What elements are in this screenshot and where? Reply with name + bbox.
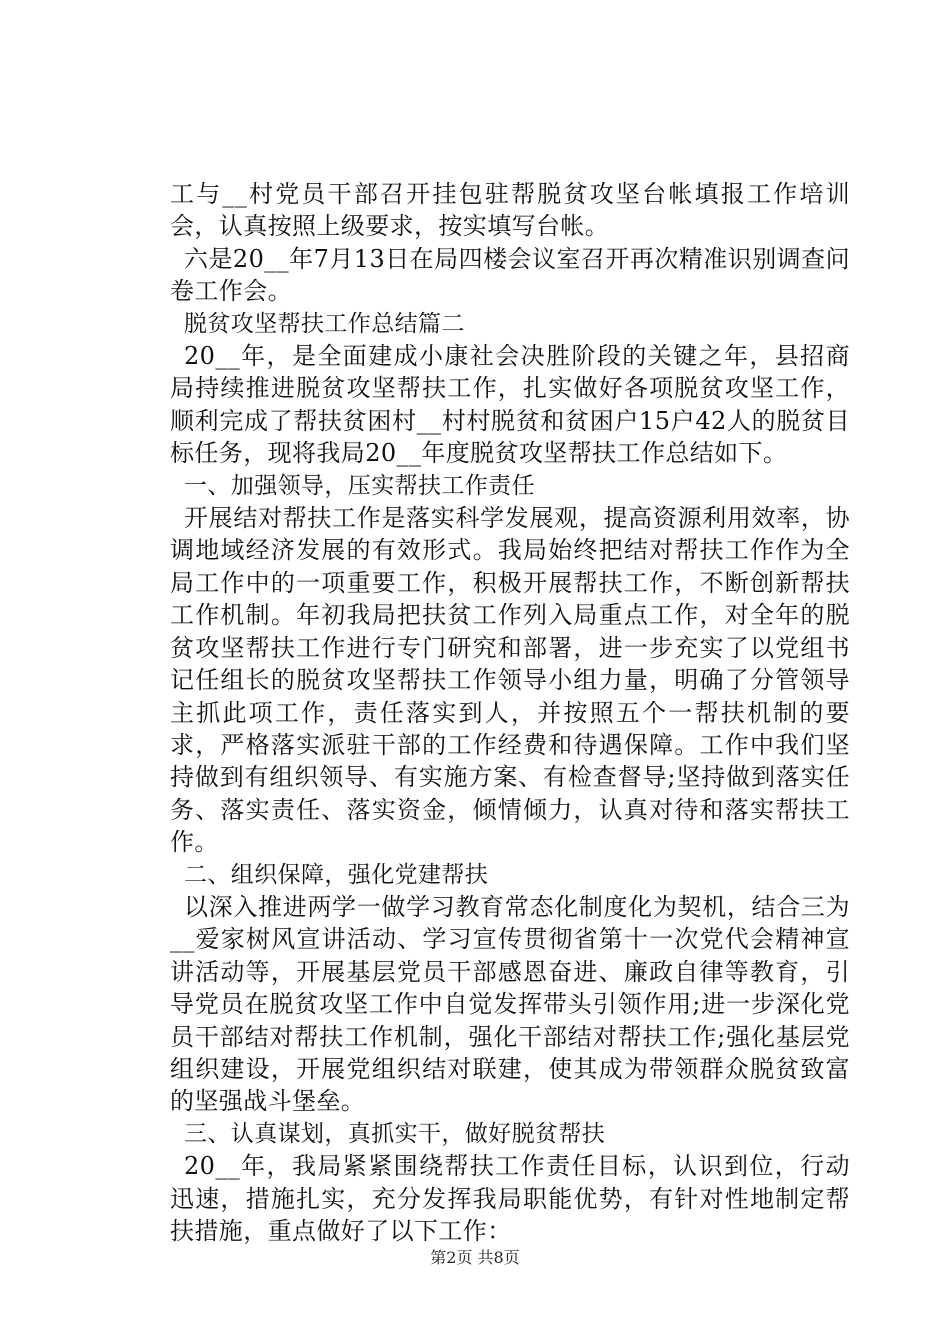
heading-three: 三、认真谋划，真抓实干，做好脱贫帮扶 (184, 1120, 606, 1147)
paragraph-two: 以深入推进两学一做学习教育常态化制度化为契机，结合三为__爱家树风宣讲活动、学习宣传贯彻省第十一次党代会精神宣讲活动等，开展基层党员干部感恩奋进、廉政自律等教育，引导党员在脱贫攻坚工作中自觉发挥带头引领作用;进一步深化党员干部结对帮扶工作机制，强化干部结对帮扶工作;强化基层党组织建设，开展党组织结对联建，使其成为带领群众脱贫致富的坚强战斗堡垒。 (170, 892, 850, 1116)
paragraph-item-six: 六是20__年7月13日在局四楼会议室召开再次精准识别调查问卷工作会。 (170, 244, 850, 306)
heading-two: 二、组织保障，强化党建帮扶 (184, 861, 489, 888)
paragraph-intro: 20__年，是全面建成小康社会决胜阶段的关键之年，县招商局持续推进脱贫攻坚帮扶工作，扎实做好各项脱贫攻坚工作，顺利完成了帮扶贫困村__村村脱贫和贫困户15户42人的脱贫目标任务，现将我局20__年度脱贫攻坚帮扶工作总结如下。 (170, 342, 850, 468)
heading-one: 一、加强领导，压实帮扶工作责任 (184, 472, 535, 499)
paragraph-one: 开展结对帮扶工作是落实科学发展观，提高资源利用效率，协调地域经济发展的有效形式。我局始终把结对帮扶工作作为全局工作中的一项重要工作，积极开展帮扶工作，不断创新帮扶工作机制。年初我局把扶贫工作列入局重点工作，对全年的脱贫攻坚帮扶工作进行专门研究和部署，进一步充实了以党组书记任组长的脱贫攻坚帮扶工作领导小组力量，明确了分管领导主抓此项工作，责任落实到人，并按照五个一帮扶机制的要求，严格落实派驻干部的工作经费和待遇保障。工作中我们坚持做到有组织领导、有实施方案、有检查督导;坚持做到落实任务、落实责任、落实资金，倾情倾力，认真对待和落实帮扶工作。 (170, 504, 850, 857)
page-footer: 第2页 共8页 (430, 1248, 520, 1267)
paragraph-continuation: 工与__村党员干部召开挂包驻帮脱贫攻坚台帐填报工作培训会，认真按照上级要求，按实填写台帐。 (170, 180, 850, 241)
paragraph-three: 20__年，我局紧紧围绕帮扶工作责任目标，认识到位，行动迅速，措施扎实，充分发挥我局职能优势，有针对性地制定帮扶措施，重点做好了以下工作： (170, 1152, 850, 1245)
document-body (170, 178, 850, 1247)
section-title: 脱贫攻坚帮扶工作总结篇二 (184, 310, 465, 337)
